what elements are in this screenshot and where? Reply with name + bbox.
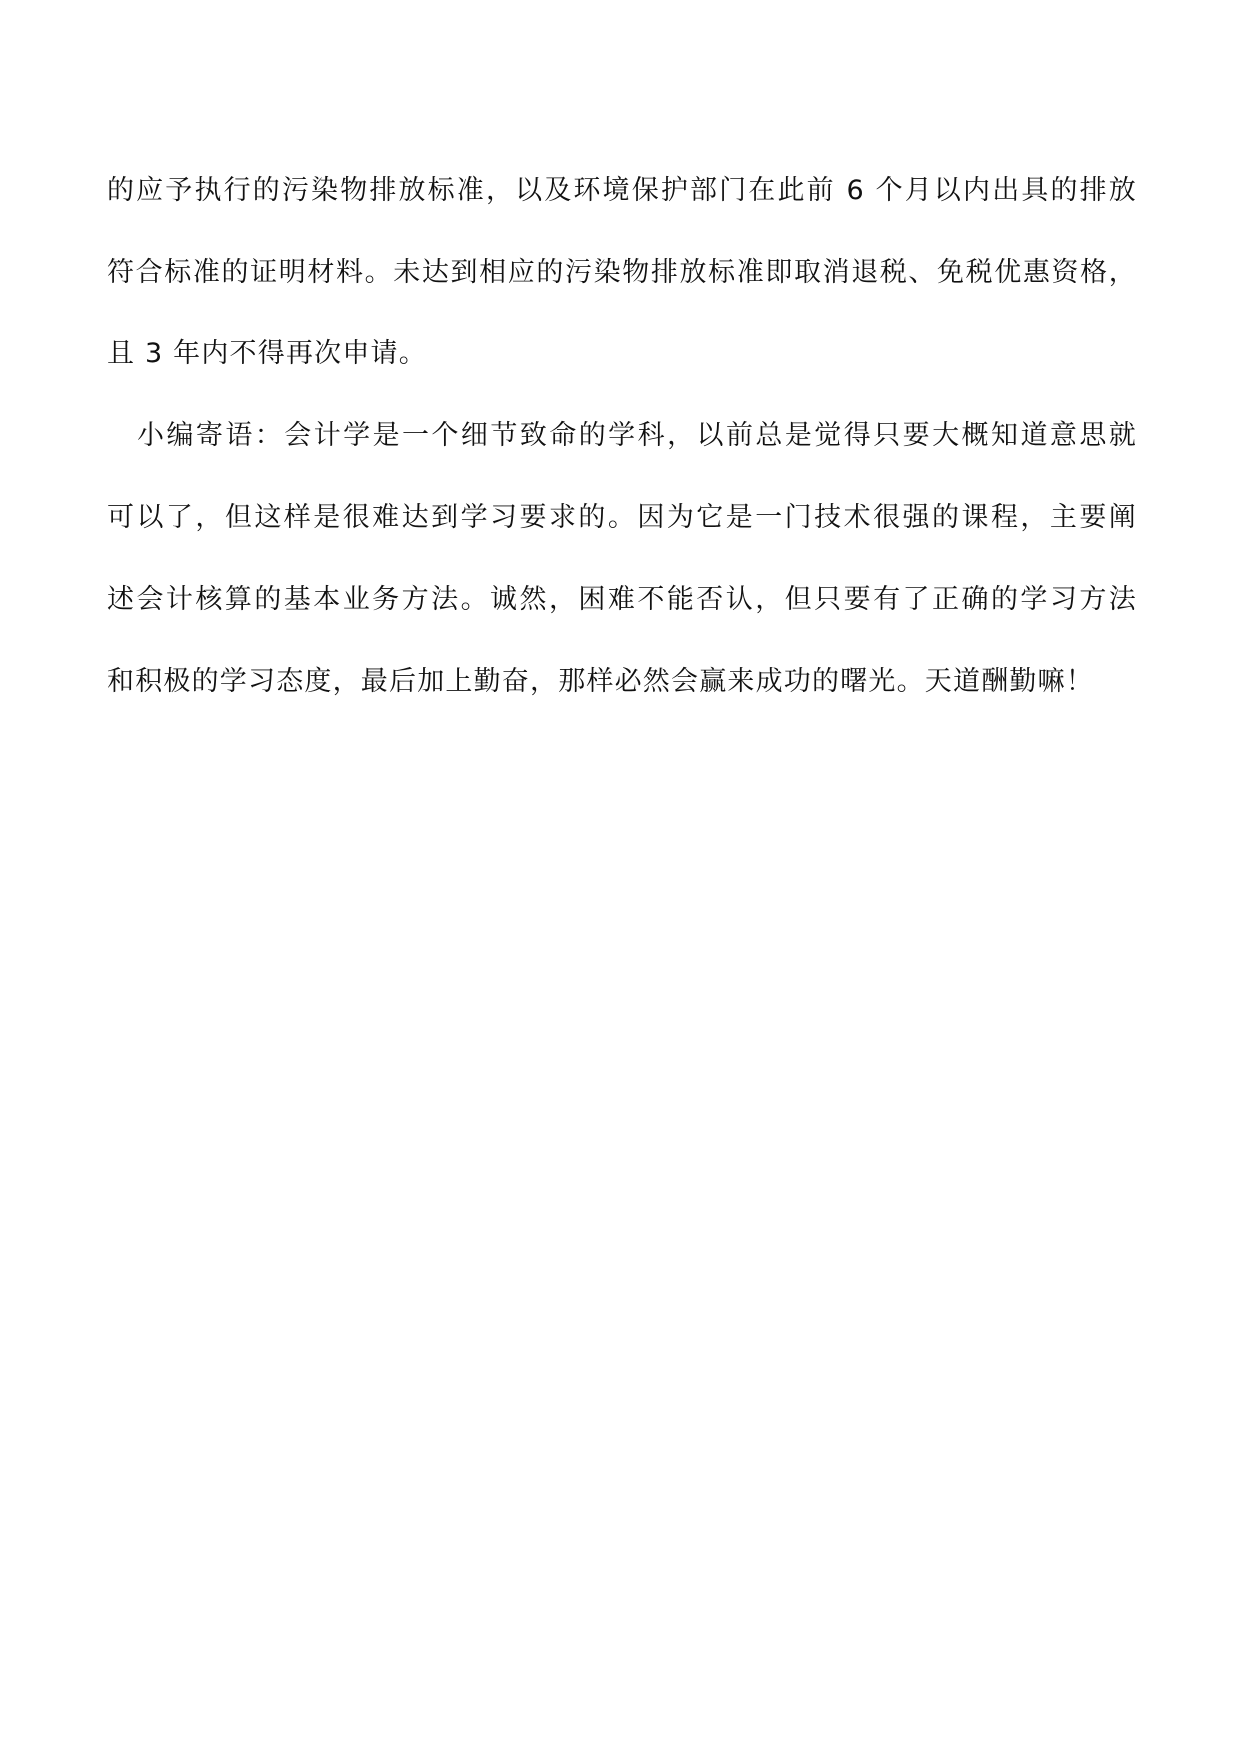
text-line: 述会计核算的基本业务方法。诚然，困难不能否认，但只要有了正确的学习方法 bbox=[107, 584, 1137, 615]
text-line: 符合标准的证明材料。未达到相应的污染物排放标准即取消退税、免税优惠资格， bbox=[107, 257, 1137, 288]
text-line: 小编寄语：会计学是一个细节致命的学科，以前总是觉得只要大概知道意思就 bbox=[137, 420, 1137, 451]
text-line: 和积极的学习态度，最后加上勤奋，那样必然会赢来成功的曙光。天道酬勤嘛！ bbox=[107, 666, 1094, 697]
text-line: 的应予执行的污染物排放标准，以及环境保护部门在此前 6 个月以内出具的排放 bbox=[107, 175, 1137, 206]
text-line: 可以了，但这样是很难达到学习要求的。因为它是一门技术很强的课程，主要阐 bbox=[107, 502, 1137, 533]
text-line: 且 3 年内不得再次申请。 bbox=[107, 338, 427, 369]
